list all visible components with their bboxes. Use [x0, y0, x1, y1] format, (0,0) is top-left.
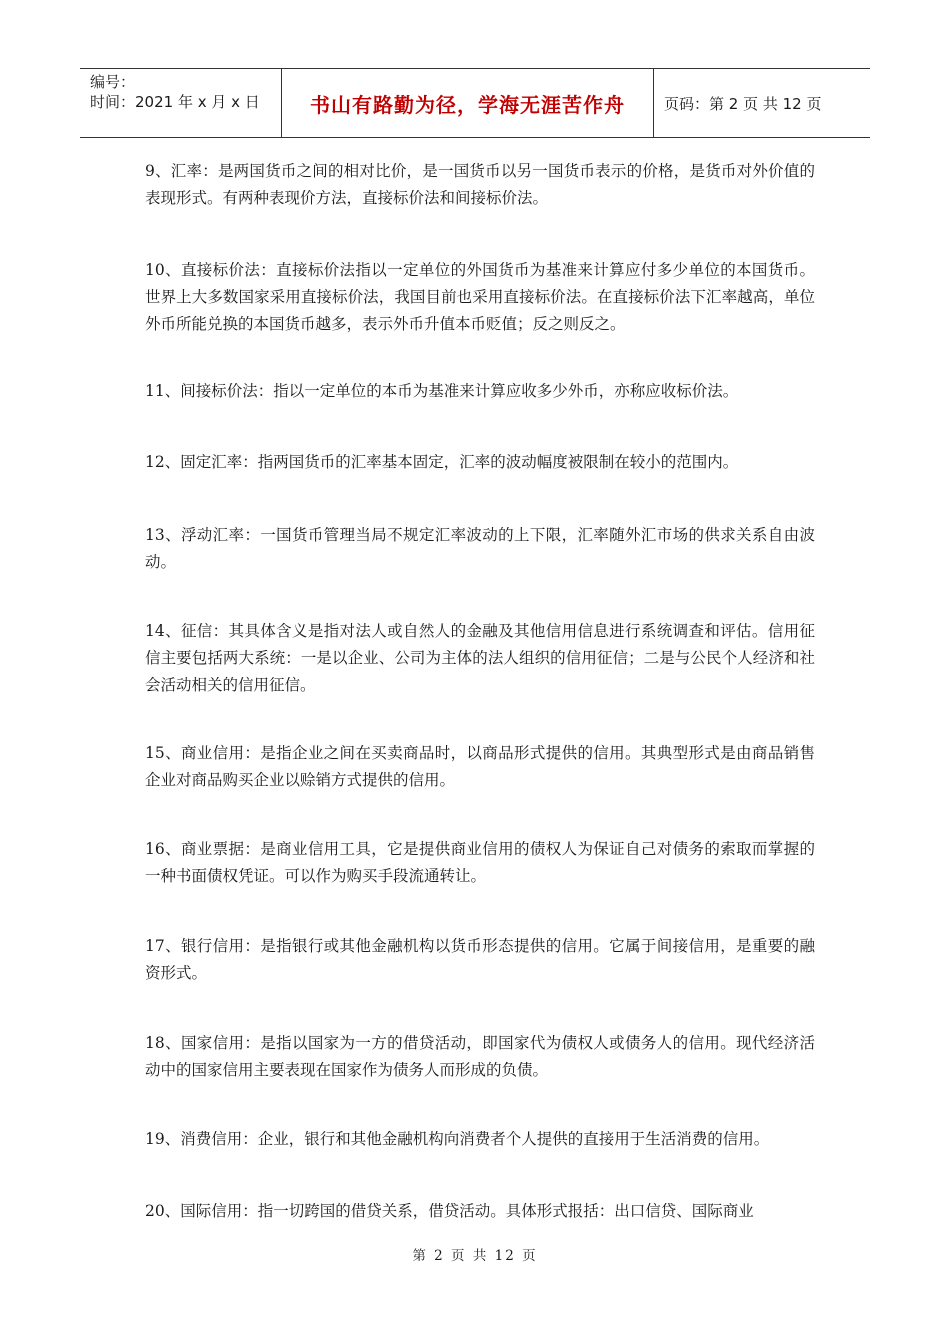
definition-item-19: 19、消费信用：企业，银行和其他金融机构向消费者个人提供的直接用于生活消费的信用。	[145, 1130, 770, 1148]
page-header	[80, 68, 870, 138]
document-date: 时间：2021 年 x 月 x 日	[90, 93, 260, 111]
definition-item-11: 11、间接标价法：指以一定单位的本币为基准来计算应收多少外币，亦称应收标价法。	[145, 382, 739, 400]
definition-item-14: 14、征信：其具体含义是指对法人或自然人的金融及其他信用信息进行系统调查和评估。信用征信主要包括两大系统：一是以企业、公司为主体的法人组织的信用征信；二是与公民个人经济和社会活动相关的信用征信。	[145, 622, 815, 694]
definition-item-13: 13、浮动汇率：一国货币管理当局不规定汇率波动的上下限，汇率随外汇市场的供求关系自由波动。	[145, 526, 815, 571]
document-number: 编号：	[90, 73, 136, 91]
definition-item-15: 15、商业信用：是指企业之间在买卖商品时，以商品形式提供的信用。其典型形式是由商品销售企业对商品购买企业以赊销方式提供的信用。	[145, 744, 815, 789]
definition-item-10: 10、直接标价法：直接标价法指以一定单位的外国货币为基准来计算应付多少单位的本国货币。世界上大多数国家采用直接标价法，我国目前也采用直接标价法。在直接标价法下汇率越高，单位外币所能兑换的本国货币越多，表示外币升值本币贬值；反之则反之。	[145, 261, 815, 333]
definition-item-16: 16、商业票据：是商业信用工具，它是提供商业信用的债权人为保证自己对债务的索取而掌握的一种书面债权凭证。可以作为购买手段流通转让。	[145, 840, 815, 885]
definition-item-9: 9、汇率：是两国货币之间的相对比价，是一国货币以另一国货币表示的价格，是货币对外价值的表现形式。有两种表现价方法，直接标价法和间接标价法。	[145, 162, 815, 207]
definition-item-20: 20、国际信用：指一切跨国的借贷关系，借贷活动。具体形式报括：出口信贷、国际商业	[145, 1202, 754, 1220]
definition-item-18: 18、国家信用：是指以国家为一方的借贷活动，即国家代为债权人或债务人的信用。现代经济活动中的国家信用主要表现在国家作为债务人而形成的负债。	[145, 1034, 815, 1079]
page-footer: 第 2 页 共 12 页	[412, 1248, 538, 1264]
definition-item-12: 12、固定汇率：指两国货币的汇率基本固定，汇率的波动幅度被限制在较小的范围内。	[145, 453, 739, 471]
definition-item-17: 17、银行信用：是指银行或其他金融机构以货币形态提供的信用。它属于间接信用，是重要的融资形式。	[145, 937, 815, 982]
header-meta	[80, 69, 282, 137]
header-page-number: 页码：第 2 页 共 12 页	[664, 94, 822, 113]
header-motto: 书山有路勤为径，学海无涯苦作舟	[282, 69, 654, 137]
